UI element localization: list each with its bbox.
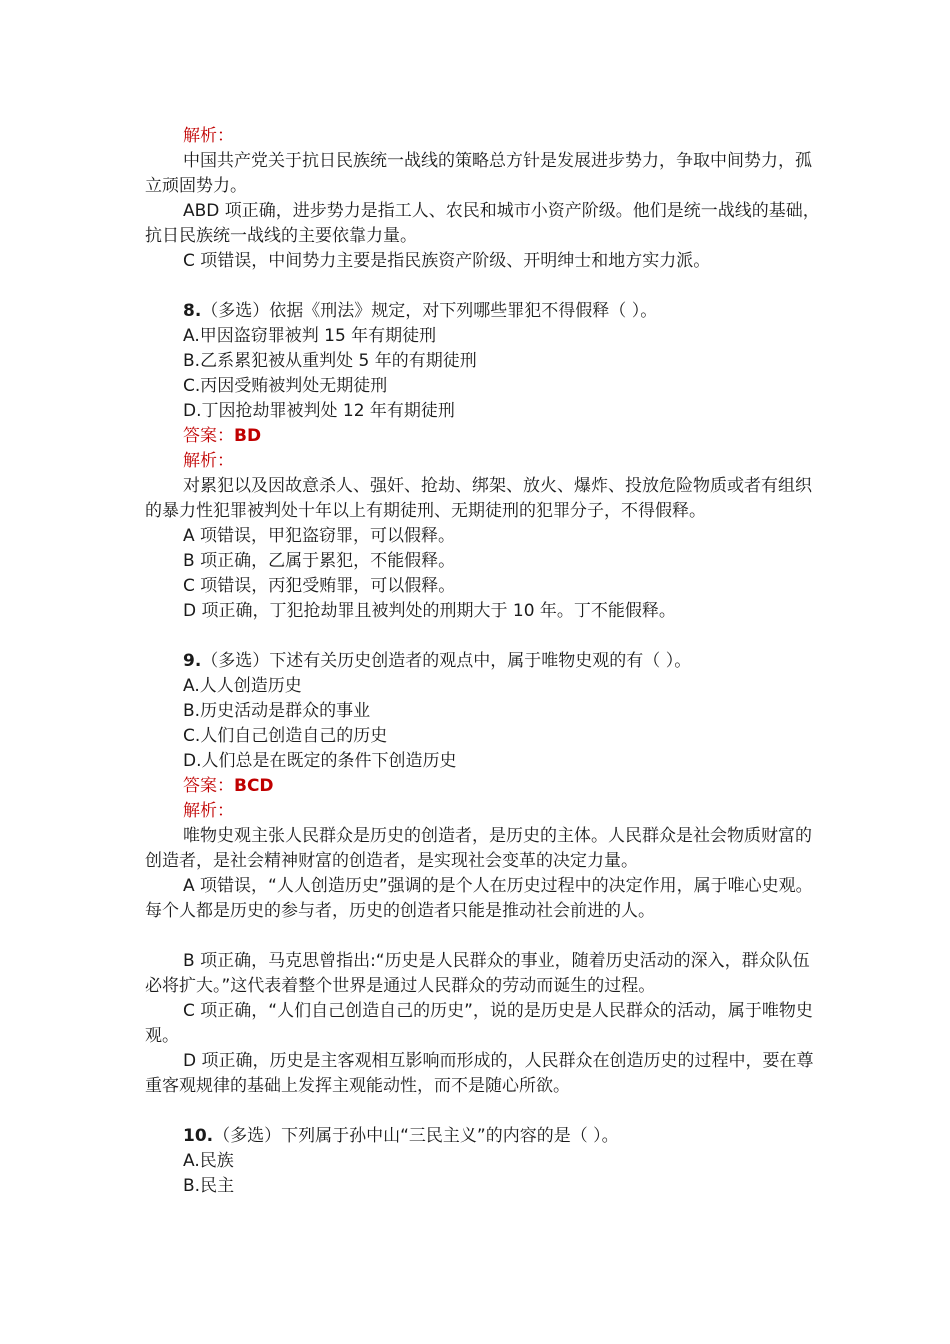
question-number: 8. [183, 301, 202, 321]
spacer [145, 624, 825, 649]
question-stem: （多选）依据《刑法》规定，对下列哪些罪犯不得假释（ ）。 [201, 301, 658, 321]
spacer [145, 924, 825, 949]
analysis-label: 解析： [183, 451, 234, 471]
analysis-paragraph: 对累犯以及因故意杀人、强奸、抢劫、绑架、放火、爆炸、投放危险物质或者有组织的暴力性犯罪被判处十年以上有期徒刑、无期徒刑的犯罪分子，不得假释。 [145, 476, 812, 521]
option-a: A.民族 [183, 1151, 234, 1171]
option-d: D.丁因抢劫罪被判处 12 年有期徒刑 [183, 401, 455, 421]
document-page [145, 124, 825, 1199]
option-c: C.人们自己创造自己的历史 [183, 726, 388, 746]
question-8 [145, 299, 825, 324]
question-stem: （多选）下述有关历史创造者的观点中，属于唯物史观的有（ ）。 [201, 651, 692, 671]
answer-value: BD [234, 426, 262, 446]
analysis-label: 解析： [183, 126, 234, 146]
analysis-paragraph: C 项错误，中间势力主要是指民族资产阶级、开明绅士和地方实力派。 [183, 251, 711, 271]
question-number: 9. [183, 651, 202, 671]
analysis-label: 解析： [183, 801, 234, 821]
option-b: B.乙系累犯被从重判处 5 年的有期徒刑 [183, 351, 477, 371]
option-a: A.人人创造历史 [183, 676, 302, 696]
option-a: A.甲因盗窃罪被判 15 年有期徒刑 [183, 326, 437, 346]
option-b: B.民主 [183, 1176, 235, 1196]
spacer [145, 1099, 825, 1124]
question-10 [145, 1124, 825, 1149]
analysis-paragraph: 中国共产党关于抗日民族统一战线的策略总方针是发展进步势力，争取中间势力，孤立顽固势力。 [145, 151, 812, 196]
analysis-paragraph: B 项正确，马克思曾指出:“历史是人民群众的事业，随着历史活动的深入，群众队伍必将扩大。”这代表着整个世界是通过人民群众的劳动而诞生的过程。 [145, 951, 810, 996]
answer-value: BCD [234, 776, 274, 796]
analysis-paragraph: C 项正确，“人们自己创造自己的历史”，说的是历史是人民群众的活动，属于唯物史观。 [145, 1001, 813, 1046]
analysis-paragraph: A 项错误，甲犯盗窃罪，可以假释。 [183, 526, 456, 546]
analysis-paragraph: 唯物史观主张人民群众是历史的创造者，是历史的主体。人民群众是社会物质财富的创造者，是社会精神财富的创造者，是实现社会变革的决定力量。 [145, 826, 812, 871]
option-b: B.历史活动是群众的事业 [183, 701, 371, 721]
question-stem: （多选）下列属于孙中山“三民主义”的内容的是（ ）。 [213, 1126, 619, 1146]
analysis-paragraph: A 项错误，“人人创造历史”强调的是个人在历史过程中的决定作用，属于唯心史观。每个人都是历史的参与者，历史的创造者只能是推动社会前进的人。 [145, 876, 813, 921]
answer-line [145, 774, 825, 799]
analysis-paragraph: ABD 项正确，进步势力是指工人、农民和城市小资产阶级。他们是统一战线的基础，抗日民族统一战线的主要依靠力量。 [145, 201, 820, 246]
option-d: D.人们总是在既定的条件下创造历史 [183, 751, 457, 771]
analysis-paragraph: B 项正确，乙属于累犯，不能假释。 [183, 551, 456, 571]
question-9 [145, 649, 825, 674]
option-c: C.丙因受贿被判处无期徒刑 [183, 376, 388, 396]
analysis-paragraph: D 项正确，历史是主客观相互影响而形成的，人民群众在创造历史的过程中，要在尊重客观规律的基础上发挥主观能动性，而不是随心所欲。 [145, 1051, 814, 1096]
answer-label: 答案： [183, 426, 234, 446]
spacer [145, 274, 825, 299]
analysis-paragraph: D 项正确，丁犯抢劫罪且被判处的刑期大于 10 年。丁不能假释。 [183, 601, 676, 621]
question-number: 10. [183, 1126, 214, 1146]
analysis-paragraph: C 项错误，丙犯受贿罪，可以假释。 [183, 576, 456, 596]
answer-label: 答案： [183, 776, 234, 796]
answer-line [145, 424, 825, 449]
